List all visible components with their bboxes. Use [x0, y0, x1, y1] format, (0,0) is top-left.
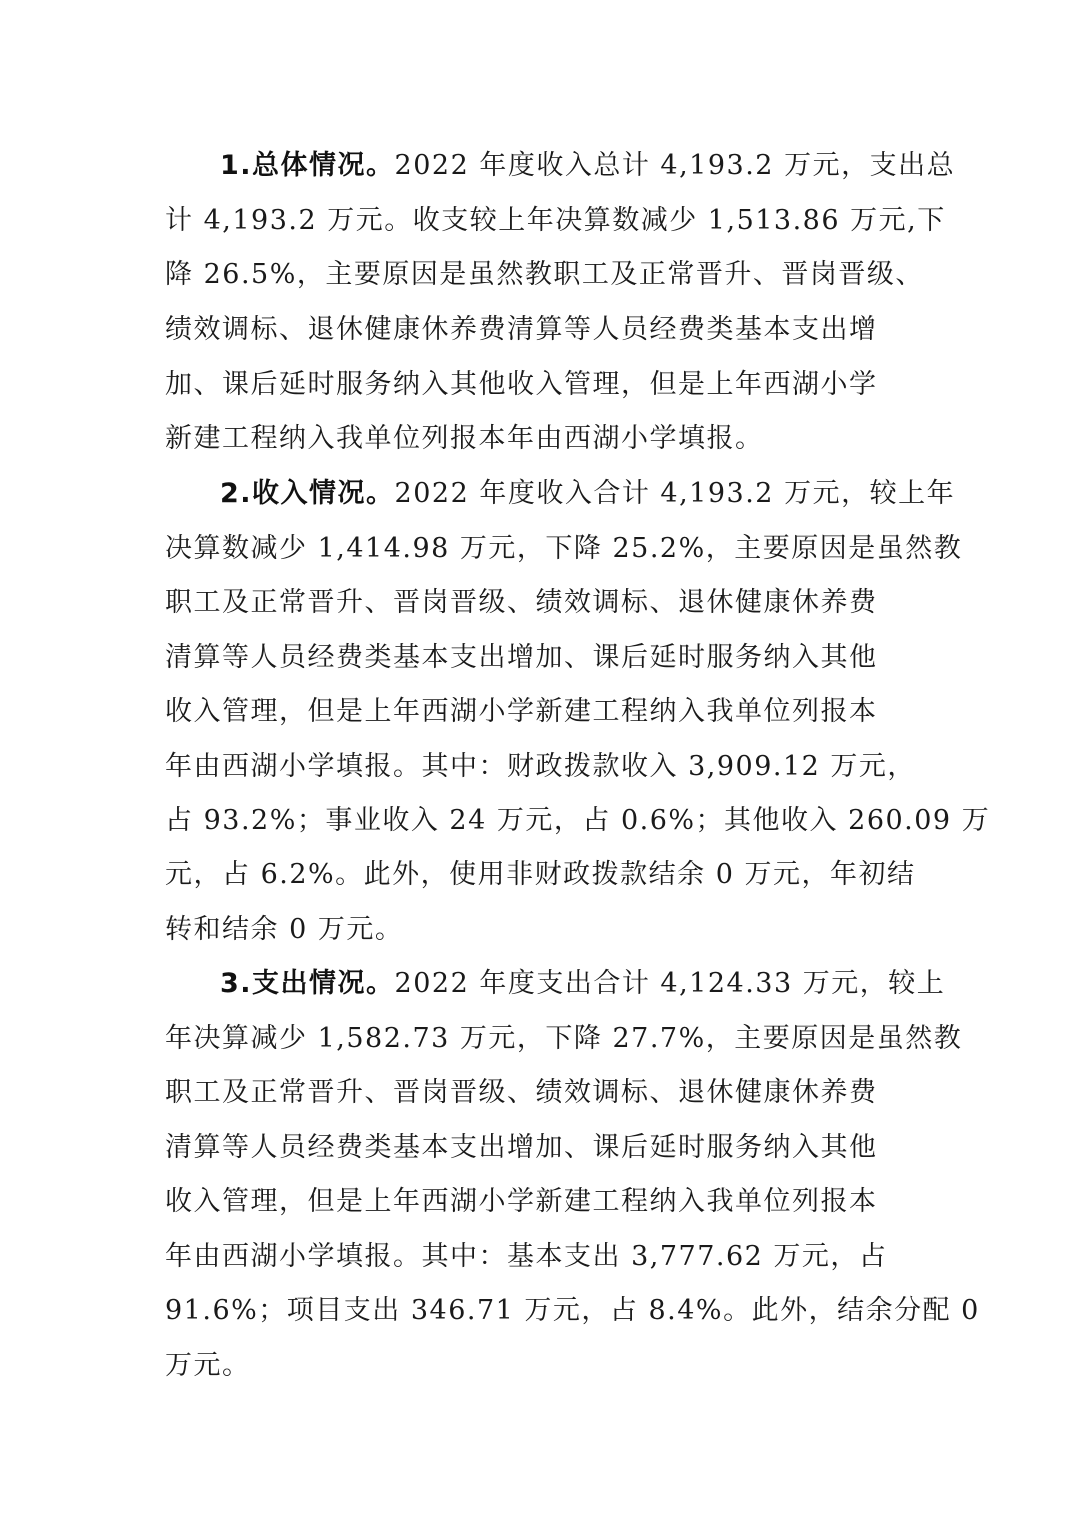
section-1-line-4: 绩效调标、退休健康休养费清算等人员经费类基本支出增: [165, 314, 878, 345]
section-3-line-6: 年由西湖小学填报。其中：基本支出 3,777.62 万元，占: [165, 1241, 888, 1272]
section-3-heading: 3.支出情况。: [220, 968, 395, 999]
section-1-text: 2022 年度收入总计 4,193.2 万元，支出总: [394, 150, 956, 181]
section-3-text: 2022 年度支出合计 4,124.33 万元，较上: [394, 968, 946, 999]
section-2-line-8: 元，占 6.2%。此外，使用非财政拨款结余 0 万元，年初结: [165, 859, 916, 890]
section-2-line-4: 清算等人员经费类基本支出增加、课后延时服务纳入其他: [165, 642, 878, 673]
section-2-line-1: [220, 476, 955, 512]
section-1-heading: 1.总体情况。: [220, 150, 395, 181]
section-2-line-3: 职工及正常晋升、晋岗晋级、绩效调标、退休健康休养费: [165, 587, 878, 618]
section-2-line-2: 决算数减少 1,414.98 万元，下降 25.2%，主要原因是虽然教: [165, 533, 963, 564]
section-1-line-5: 加、课后延时服务纳入其他收入管理，但是上年西湖小学: [165, 369, 878, 400]
section-1-line-2: 计 4,193.2 万元。收支较上年决算数减少 1,513.86 万元,下: [165, 205, 946, 236]
section-3-line-5: 收入管理，但是上年西湖小学新建工程纳入我单位列报本: [165, 1186, 878, 1217]
section-3-line-7: 91.6%；项目支出 346.71 万元，占 8.4%。此外，结余分配 0: [165, 1295, 980, 1326]
section-3-line-8: 万元。: [165, 1350, 251, 1381]
section-3-line-1: [220, 966, 945, 1002]
section-3-line-4: 清算等人员经费类基本支出增加、课后延时服务纳入其他: [165, 1132, 878, 1163]
section-3-line-2: 年决算减少 1,582.73 万元，下降 27.7%，主要原因是虽然教: [165, 1023, 963, 1054]
section-1-line-3: 降 26.5%，主要原因是虽然教职工及正常晋升、晋岗晋级、: [165, 259, 924, 290]
section-3-line-3: 职工及正常晋升、晋岗晋级、绩效调标、退休健康休养费: [165, 1077, 878, 1108]
section-2-line-9: 转和结余 0 万元。: [165, 914, 404, 945]
section-1-line-1: [220, 148, 955, 184]
section-2-line-6: 年由西湖小学填报。其中：财政拨款收入 3,909.12 万元，: [165, 751, 916, 782]
section-2-heading: 2.收入情况。: [220, 478, 395, 509]
section-2-line-5: 收入管理，但是上年西湖小学新建工程纳入我单位列报本: [165, 696, 878, 727]
section-1-line-6: 新建工程纳入我单位列报本年由西湖小学填报。: [165, 423, 764, 454]
section-2-text: 2022 年度收入合计 4,193.2 万元，较上年: [394, 478, 956, 509]
section-2-line-7: 占 93.2%；事业收入 24 万元，占 0.6%；其他收入 260.09 万: [165, 805, 991, 836]
